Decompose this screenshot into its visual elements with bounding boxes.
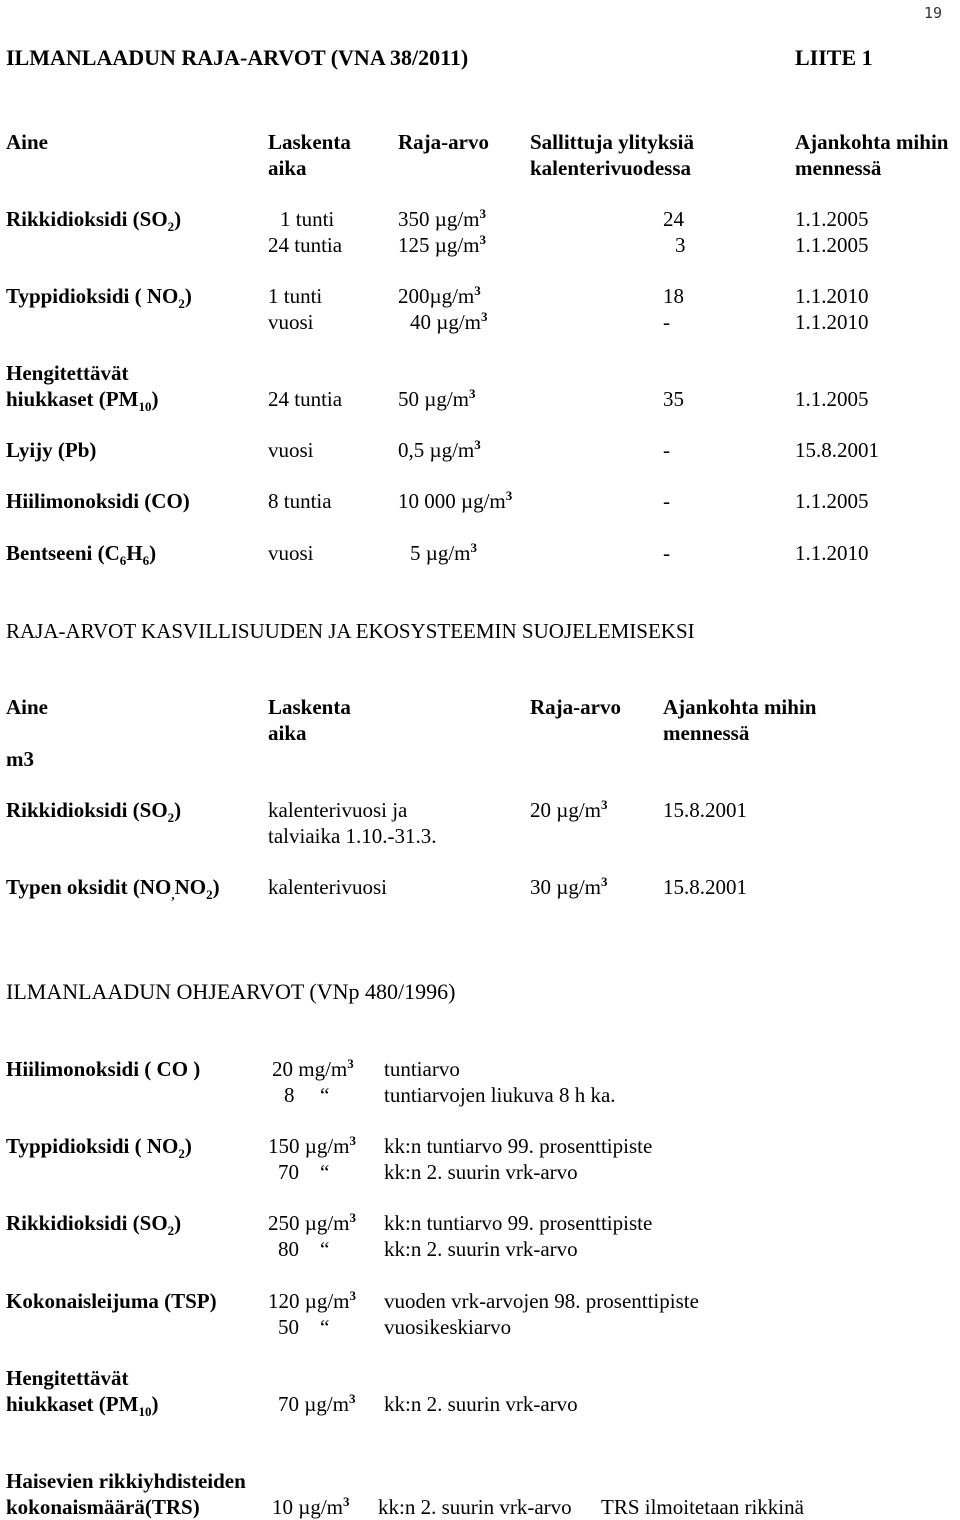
section-title-ecosystem: RAJA-ARVOT KASVILLISUUDEN JA EKOSYSTEEMIN SUOJELEMISEKSI: [6, 619, 695, 643]
header-allowed-exceedances: Sallittuja ylityksiä: [530, 130, 694, 154]
s3-tsp-value-1: 120 $\mu g/m^3$: [268, 1288, 357, 1313]
substance-pb: Lyijy (Pb): [6, 438, 97, 462]
s3-co-desc-1: tuntiarvo: [384, 1057, 460, 1081]
s3-trs-desc: kk:n 2. suurin vrk-arvo: [378, 1495, 572, 1519]
substance-no2: Typpidioksidi ( $NO_2$): [6, 284, 192, 312]
s3-no2-value-2: 70: [278, 1160, 299, 1184]
s3-co-ditto-2: “: [320, 1083, 330, 1107]
s3-substance-pm10-line1: Hengitettävät: [6, 1366, 129, 1390]
header-deadline-2: mennessä: [795, 156, 882, 180]
no2-date-1: 1.1.2010: [795, 284, 869, 308]
header-substance: Aine: [6, 130, 48, 154]
s3-co-value-1: 20 $mg/m^3$: [272, 1056, 354, 1081]
s2-substance-nox: Typen oksidit $(NO_,NO_2)$: [6, 875, 220, 903]
s2-header-averaging-time-2: aika: [268, 721, 307, 745]
no2-limit-1: $200\mu g/m^3$: [398, 283, 481, 308]
s2-so2-date: 15.8.2001: [663, 798, 747, 822]
pb-exceed: -: [663, 438, 670, 462]
no2-time-2: vuosi: [268, 310, 314, 334]
s2-header-deadline: Ajankohta mihin: [663, 695, 817, 719]
s3-tsp-desc-1: vuoden vrk-arvojen 98. prosenttipiste: [384, 1289, 699, 1313]
s2-header-averaging-time: Laskenta: [268, 695, 351, 719]
so2-time-1: 1 tunti: [280, 207, 335, 231]
s3-substance-trs-line1: Haisevien rikkiyhdisteiden: [6, 1469, 246, 1493]
s3-so2-ditto-2: “: [320, 1237, 330, 1261]
s3-substance-trs: kokonaismäärä(TRS): [6, 1495, 200, 1519]
co-exceed: -: [663, 489, 670, 513]
s3-trs-note: TRS ilmoitetaan rikkinä: [601, 1495, 804, 1519]
s3-tsp-ditto-2: “: [320, 1315, 330, 1339]
benzene-exceed: -: [663, 541, 670, 565]
pm10-date: 1.1.2005: [795, 387, 869, 411]
no2-limit-2: 40 $\mu g/m^3$: [410, 309, 488, 334]
s2-substance-so2: Rikkidioksidi $(SO_2)$: [6, 798, 182, 826]
so2-time-2: 24 tuntia: [268, 233, 343, 257]
s2-so2-limit: 20 $\mu g/m^3$: [530, 797, 608, 822]
substance-benzene: Bentseeni $(C_6H_6)$: [6, 541, 157, 569]
so2-limit-2: 125 $\mu g/m^3$: [398, 232, 487, 257]
s3-tsp-value-2: 50: [278, 1315, 299, 1339]
pm10-exceed: 35: [663, 387, 684, 411]
s3-co-value-2: 8: [284, 1083, 295, 1107]
s3-pm10-value: 70 $\mu g/m^3$: [278, 1391, 356, 1416]
substance-pm10-line1: Hengitettävät: [6, 361, 129, 385]
so2-date-2: 1.1.2005: [795, 233, 869, 257]
so2-date-1: 1.1.2005: [795, 207, 869, 231]
no2-exceed-2: -: [663, 310, 670, 334]
s2-so2-time-2: talviaika 1.10.-31.3.: [268, 824, 437, 848]
s3-so2-desc-2: kk:n 2. suurin vrk-arvo: [384, 1237, 578, 1261]
pb-date: 15.8.2001: [795, 438, 879, 462]
appendix-label: LIITE 1: [795, 45, 873, 70]
section-title-limit-values: ILMANLAADUN RAJA-ARVOT (VNA 38/2011): [6, 45, 469, 70]
co-time: 8 tuntia: [268, 489, 332, 513]
s3-no2-desc-1: kk:n tuntiarvo 99. prosenttipiste: [384, 1134, 653, 1158]
no2-exceed-1: 18: [663, 284, 684, 308]
so2-limit-1: 350 $\mu g/m^3$: [398, 206, 487, 231]
s3-no2-desc-2: kk:n 2. suurin vrk-arvo: [384, 1160, 578, 1184]
s3-substance-so2: Rikkidioksidi $(SO_2)$: [6, 1211, 182, 1239]
s3-trs-value: 10 $\mu g/m^3$: [272, 1494, 350, 1519]
header-deadline: Ajankohta mihin: [795, 130, 949, 154]
co-date: 1.1.2005: [795, 489, 869, 513]
s3-no2-ditto-2: “: [320, 1160, 330, 1184]
pb-time: vuosi: [268, 438, 314, 462]
s2-header-substance: Aine: [6, 695, 48, 719]
header-averaging-time-2: aika: [268, 156, 307, 180]
s2-so2-time-1: kalenterivuosi ja: [268, 798, 408, 822]
s3-substance-co: Hiilimonoksidi ( CO ): [6, 1057, 201, 1081]
s2-header-limit-value: Raja-arvo: [530, 695, 621, 719]
page-number: 19: [924, 4, 943, 22]
s2-header-m3: m3: [6, 747, 34, 771]
benzene-limit: 5 $\mu g/m^3$: [410, 540, 478, 565]
substance-pm10: hiukkaset $(PM_{10})$: [6, 387, 159, 415]
no2-date-2: 1.1.2010: [795, 310, 869, 334]
s3-substance-pm10: hiukkaset $(PM_{10})$: [6, 1392, 159, 1420]
s3-so2-desc-1: kk:n tuntiarvo 99. prosenttipiste: [384, 1211, 653, 1235]
s2-nox-date: 15.8.2001: [663, 875, 747, 899]
benzene-date: 1.1.2010: [795, 541, 869, 565]
s3-pm10-desc: kk:n 2. suurin vrk-arvo: [384, 1392, 578, 1416]
pm10-time: 24 tuntia: [268, 387, 343, 411]
section-title-guideline-values: ILMANLAADUN OHJEARVOT (VNp 480/1996): [6, 979, 456, 1004]
header-averaging-time: Laskenta: [268, 130, 351, 154]
s2-nox-limit: 30 $\mu g/m^3$: [530, 874, 608, 899]
s3-substance-no2: Typpidioksidi ( $NO_2$): [6, 1134, 192, 1162]
substance-co: Hiilimonoksidi (CO): [6, 489, 190, 513]
so2-exceed-1: 24: [663, 207, 684, 231]
s2-nox-time: kalenterivuosi: [268, 875, 387, 899]
pb-limit: 0,5 $\mu g/m^3$: [398, 437, 481, 462]
s3-tsp-desc-2: vuosikeskiarvo: [384, 1315, 512, 1339]
co-limit: 10 000 $\mu g/m^3$: [398, 488, 513, 513]
s2-header-deadline-2: mennessä: [663, 721, 750, 745]
s3-substance-tsp: Kokonaisleijuma (TSP): [6, 1289, 217, 1313]
no2-time-1: 1 tunti: [268, 284, 323, 308]
pm10-limit: 50 $\mu g/m^3$: [398, 386, 476, 411]
substance-so2: Rikkidioksidi $(SO_2)$: [6, 207, 182, 235]
benzene-time: vuosi: [268, 541, 314, 565]
s3-so2-value-1: 250 $\mu g/m^3$: [268, 1210, 357, 1235]
header-limit-value: Raja-arvo: [398, 130, 489, 154]
s3-so2-value-2: 80: [278, 1237, 299, 1261]
so2-exceed-2: 3: [675, 233, 686, 257]
header-allowed-exceedances-2: kalenterivuodessa: [530, 156, 692, 180]
s3-no2-value-1: 150 $\mu g/m^3$: [268, 1133, 357, 1158]
s3-co-desc-2: tuntiarvojen liukuva 8 h ka.: [384, 1083, 616, 1107]
